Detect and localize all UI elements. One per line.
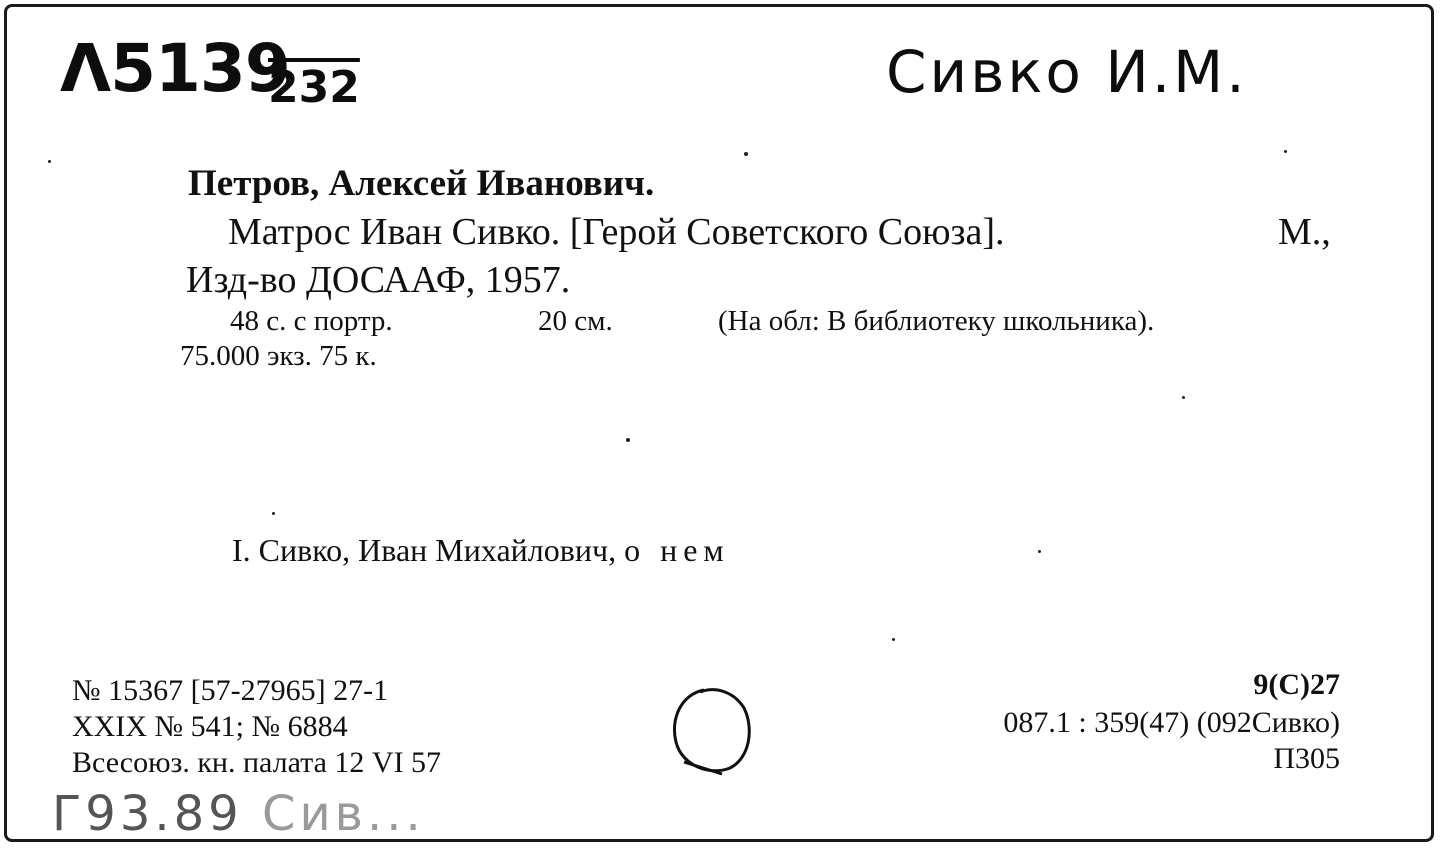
subject-suffix: о нем (624, 532, 730, 568)
record-title: Матрос Иван Сивко. [Герой Советского Союза]. (228, 211, 1005, 253)
scan-speck (1284, 150, 1287, 153)
registration-line-3: Всесоюз. кн. палата 12 VI 57 (72, 746, 442, 779)
handwritten-note-main: Г93.89 (52, 786, 243, 842)
record-place: М., (1278, 211, 1331, 253)
classification-line-2: 087.1 : 359(47) (092Сивко) (1003, 706, 1340, 739)
handwritten-name: Сивко И.М. (886, 38, 1248, 106)
scan-speck (1038, 550, 1041, 553)
handwritten-note-faint: Сив... (261, 786, 425, 842)
record-pages: 48 с. с портр. (230, 305, 393, 337)
registration-line-2: XXIX № 541; № 6884 (72, 710, 348, 743)
record-author: Петров, Алексей Иванович. (188, 163, 655, 204)
classification-line-3: П305 (1273, 742, 1340, 775)
call-number-sub: 232 (268, 62, 360, 113)
scan-speck (272, 512, 275, 515)
scan-speck (626, 438, 630, 442)
scan-speck (892, 638, 895, 641)
drawn-circle-mark (664, 684, 760, 780)
subject-prefix: I. Сивко, Иван Михайлович, (232, 532, 617, 568)
handwritten-note (52, 786, 425, 842)
call-number: Λ5139 (60, 30, 290, 107)
scan-speck (744, 152, 748, 156)
classification-line-1: 9(С)27 (1253, 668, 1340, 701)
record-size: 20 см. (538, 305, 613, 337)
record-series: (На обл: В библиотеку школьника). (718, 305, 1155, 337)
subject-heading (232, 532, 730, 569)
scan-speck (48, 160, 51, 163)
record-publisher: Изд-во ДОСААФ, 1957. (186, 259, 571, 301)
record-edition: 75.000 экз. 75 к. (180, 340, 377, 372)
registration-line-1: № 15367 [57-27965] 27-1 (72, 674, 389, 707)
scan-speck (1182, 396, 1185, 399)
